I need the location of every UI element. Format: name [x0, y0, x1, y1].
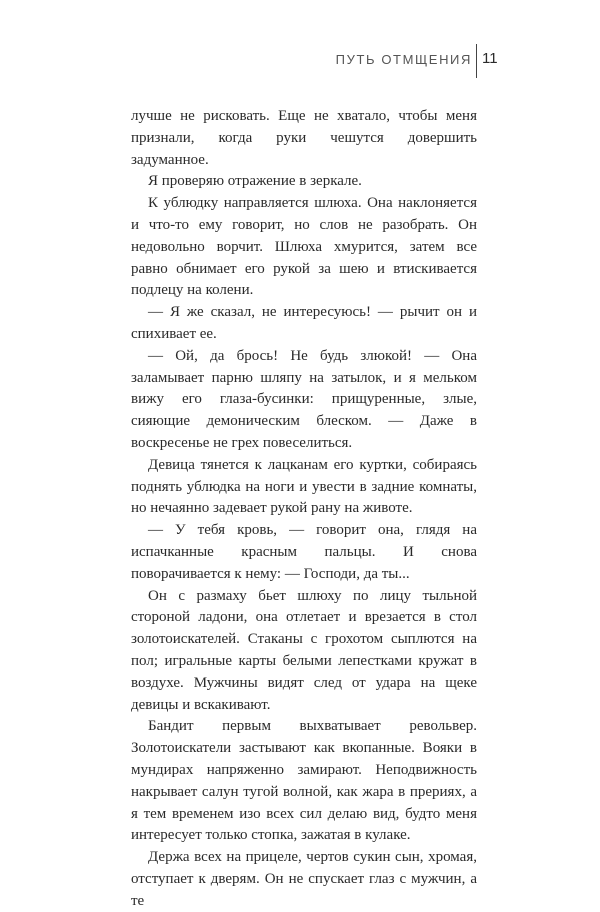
- paragraph: лучше не рисковать. Еще не хватало, чтобы меня признали, когда руки чешутся довершить задуманное.: [131, 108, 477, 168]
- paragraph: Я проверяю отражение в зеркале.: [148, 173, 362, 190]
- paragraph: Девица тянется к лацканам его куртки, собираясь поднять ублюдка на ноги и увести в задние комнаты, но нечаянно задевает рукой рану на животе.: [131, 456, 477, 517]
- paragraph: Бандит первым выхватывает револьвер. Золотоискатели застывают как вкопанные. Вояки в мундирах напряженно замирают. Неподвижность накрывает салун тугой волной, как жара в прериях, а я тем временем изо всех сил делаю вид, будто меня интересует только стопка, зажатая в кулаке.: [131, 718, 477, 844]
- page-number: 11: [482, 50, 498, 67]
- paragraph: — У тебя кровь, — говорит она, глядя на испачканные красным пальцы. И снова поворачивается к нему: — Господи, да ты...: [131, 522, 477, 582]
- paragraph: К ублюдку направляется шлюха. Она наклоняется и что-то ему говорит, но слов не разобрать. Он недовольно ворчит. Шлюха хмурится, затем все равно обнимает его рукой за шею и втискивается подлецу на колени.: [131, 195, 477, 299]
- page-body: [131, 106, 477, 912]
- paragraph: Он с размаху бьет шлюху по лицу тыльной стороной ладони, она отлетает и врезается в стол золотоискателей. Стаканы с грохотом сыплются на пол; игральные карты белыми лепестками кружат в воздухе. Мужчины видят след от удара на щеке девицы и вскакивают.: [131, 587, 477, 713]
- running-title: ПУТЬ ОТМЩЕНИЯ: [335, 52, 472, 67]
- paragraph: — Я же сказал, не интересуюсь! — рычит он и спихивает ее.: [131, 304, 477, 342]
- paragraph: Держа всех на прицеле, чертов сукин сын, хромая, отступает к дверям. Он не спускает глаз с мужчин, а те: [131, 849, 477, 909]
- header-divider: [476, 44, 477, 78]
- paragraph: — Ой, да брось! Не будь злюкой! — Она заламывает парню шляпу на затылок, и я мельком вижу его глаза-бусинки: прищуренные, злые, сияющие демоническим блеском. — Даже в воскресенье не грех повеселиться.: [131, 347, 477, 451]
